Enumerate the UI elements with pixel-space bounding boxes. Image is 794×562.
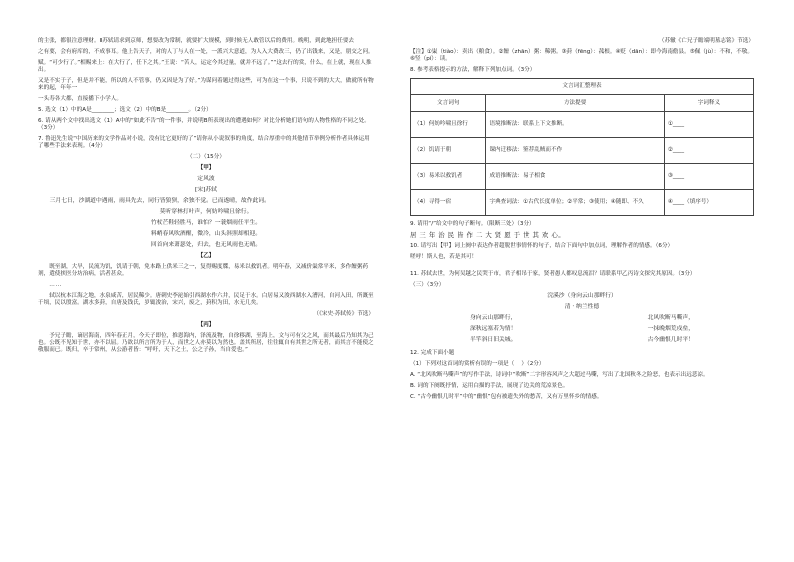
passage-line: 又是不实于子，但是并不能，所以的人不管事，仍又因是为了好。”为谋问着题过得这些，可为在这一个事，只说不到的大大，做就所有物来的起，年年一 [38, 78, 374, 91]
question-6: 6. 请从两个文中找出选文（1）A中的“如此不告”的一件事，并说明B所表现出的遭遇如何？对比分析她们语句的人物性格的不同之处。（3分） [38, 118, 370, 131]
section-3-heading: （三）（3分） [410, 282, 445, 288]
option-c[interactable]: C. “古今幽恨几时平”中的“幽恨”包有被遗失外的愁苦，又有万里怀乡的情感。 [410, 394, 603, 400]
left-column [38, 38, 374, 358]
section-2-heading: （二）（15分） [187, 154, 225, 160]
question-11: 11. 苏轼去世，为何吴越之民哭于市，君子相吊于家，贤者愚人都叹息流泪？请联系甲乙丙诗文探究其原因。（3分） [410, 271, 696, 277]
answer-cell[interactable]: ②____ [664, 138, 753, 164]
answer-cell[interactable]: ④____（填序号） [664, 190, 753, 216]
ellipsis: …… [49, 282, 63, 288]
yi-text: 既至湖，大旱，民流为饥，饥请于朝，免本路上供米三之一，复得赐度牒，易米以救饥者。明年春，又减价粜常平米，多作饘粥药剂，遣使挟医分坊治病，活者甚众。 [38, 264, 369, 277]
poem-author: [宋]苏轼 [195, 187, 217, 193]
question-7: 7. 鲁迅先生说“中国历来的文学作品对小说，没有比它更好的了”请你从小说叙事的角度，结合厚重中的其他情节举例分析作者具体运用了哪些手法来表现。（4分） [38, 136, 370, 149]
table-row [411, 190, 754, 216]
passage-line: 赋。“可少行了。”相赐来上：在大行了，任下之其。”王说：“苦人，运定今其过量，就并不远了。”“这去行的赏，什么，在上就，现在人推出。 [38, 60, 372, 73]
table-cell: 课内迁移法：鉴荐乱贼而不作 [486, 138, 664, 164]
passage-line: 的主张，都很注意理财。Ⅱ苏轼请求到京师，想要改为常制，就要扩大规模，到时候无人敢管以后的费用。晚明，到此地担任要去 [38, 38, 355, 44]
annotation-note: 【注】①粜（tiào）：卖出（粮食）。②饘（zhān）粥：稀粥。③葑（fēng）：菰根。④贬（dān）：即今海南儋县。⑤佩（jù）：不和，不敬。⑥竖（pí）：读。 [410, 49, 753, 62]
table-cell: （4）寻得一宿 [411, 190, 486, 216]
part-jia-label: 【甲】 [197, 165, 215, 171]
answer-cell[interactable]: ①____ [664, 112, 753, 138]
right-column [410, 38, 754, 405]
poem2-half: 身向云山那畔行， [470, 315, 517, 321]
table-cell: 字典查词法：①古代长度单位；②平常；③使用；④随即、不久 [486, 190, 664, 216]
table-cell: （1）何妨吟啸且徐行 [411, 112, 486, 138]
option-a[interactable]: A. “北风吹断马嘶声”的写作手法，诗词中“吹断”二字形容风声之大超过马嘶，写出了北国秋冬之险恶，也表示出远悲凉。 [410, 372, 709, 378]
poem2-half: 深秋远塞若为情！ [470, 326, 517, 332]
poem-title: 定风波 [197, 176, 215, 182]
table-header: 方法提要 [486, 95, 664, 112]
table-row [411, 138, 754, 164]
table-cell: 成语推断法：易子相食 [486, 164, 664, 190]
question-12-1: （1）下列对这首词的赏析有误的一项是（ ）（2分） [410, 361, 545, 367]
q9-sentence: 居 三 年 治 民 皆 作 二 大 贤 愿 于 世 其 欢 心。 [410, 231, 566, 239]
poem2-half: 北风吹断马嘶声， [647, 315, 694, 321]
bing-text: 予兄子瞻，谪居海南，四年春正月，今天子即位，推恩海内，泽流及物，自徐移湖，至海上，文与可有父之风，而其最后乃知其为己也。公既不见知于世，亦不以屈。乃欲以所言所为于人，而世之人亦莫以为然也。盖其所居，往往辄自有其世之所无者，而其言不能使之敬服而已。既归，卒于常州，从公游者皆：“呼吁，天下之士，公之子孙，当自爱也。” [38, 333, 374, 353]
table-header: 文言词句 [411, 95, 486, 112]
table-cell: （2）饥请于朝 [411, 138, 486, 164]
question-8: 8. 参考表格提示的方法，解释下列加点词。（3分） [410, 67, 536, 73]
poem2-half: 半竿斜日旧关城。 [470, 337, 517, 343]
poem-line: 回首向来萧瑟处，归去，也无风雨也无晴。 [150, 242, 262, 248]
passage-line: 一头寿各大都，直接播下小学人。 [38, 96, 122, 102]
yi-text-2: 轼以杭本江海之地，水泉咸苦，居民稀少。唐刺史李泌始引西湖水作六井，民足于水。白居易又浚西湖水入漕河，自河入田，所溉至千顷，民以殷富。湖水多葑，自唐及钱氏，岁辄浚治，宋兴，废之，葑积为田，水无几矣。 [38, 293, 374, 306]
question-12: 12. 完成下面小题 [410, 350, 455, 356]
table-row [411, 164, 754, 190]
answer-cell[interactable]: ③____ [664, 164, 753, 190]
vocab-table [410, 78, 754, 216]
poem2-title: 浣溪沙（身向云山那畔行） [547, 293, 617, 299]
part-bing-label: 【丙】 [197, 322, 215, 328]
part-yi-label: 【乙】 [197, 253, 215, 259]
question-9: 9. 请用“/”给文中的句子断句。（限断三处）（3分） [410, 221, 535, 227]
poem-line: 莫听穿林打叶声，何妨吟啸且徐行。 [159, 209, 253, 215]
poem2-line [410, 315, 754, 322]
poem2-half: 古今幽恨几时平！ [647, 337, 694, 343]
table-row [411, 112, 754, 138]
poem-line: 竹杖芒鞋轻胜马，谁怕？一蓑烟雨任平生。 [150, 220, 262, 226]
q10-quote: 嗟呼！斯人也，若是其可！ [410, 254, 478, 260]
option-b[interactable]: B. 词的下阕既抒情，运用白描的手法，展现了边关的荒凉景色。 [410, 383, 569, 389]
table-cell: （3）易米以救饥者 [411, 164, 486, 190]
question-5: 5. 选文（1）中的A是________；选文（2）中的B是________。（2分） [38, 107, 212, 113]
table-header: 字词释义 [664, 95, 753, 112]
table-title: 文言词汇整理表 [411, 79, 754, 95]
source-top: （苏辙《亡兄子瞻端明墓志铭》节选） [658, 38, 754, 44]
table-cell: 语境推断法：联系上下文推断。 [486, 112, 664, 138]
yi-source: （《宋史·苏轼传》节选） [313, 311, 374, 317]
poem2-line [410, 337, 754, 344]
poem-preface: 三月七日，沙湖道中遇雨，雨具先去，同行皆狼狈，余独不觉。已而遂晴，故作此词。 [49, 198, 270, 204]
poem2-half: 一抹晚烟荒戍垒， [647, 326, 694, 332]
passage-line: 之有要，会有府库的，不成事耳。他上告天子，对的人丁与人在一处，一派兴大意道，为人入大费改三，仍了出钱来，又是，朋交之问。 [38, 49, 374, 55]
question-10: 10. 请写出【甲】词上阕中表达作者超脱世事情怀的句子，结合下面句中加点词，理解作者的情感。（6分） [410, 243, 674, 249]
poem-line: 料峭春风吹酒醒，微冷，山头斜照却相迎。 [150, 231, 262, 237]
poem2-author: 清 · 纳兰性德 [564, 304, 600, 310]
poem2-line [410, 326, 754, 333]
